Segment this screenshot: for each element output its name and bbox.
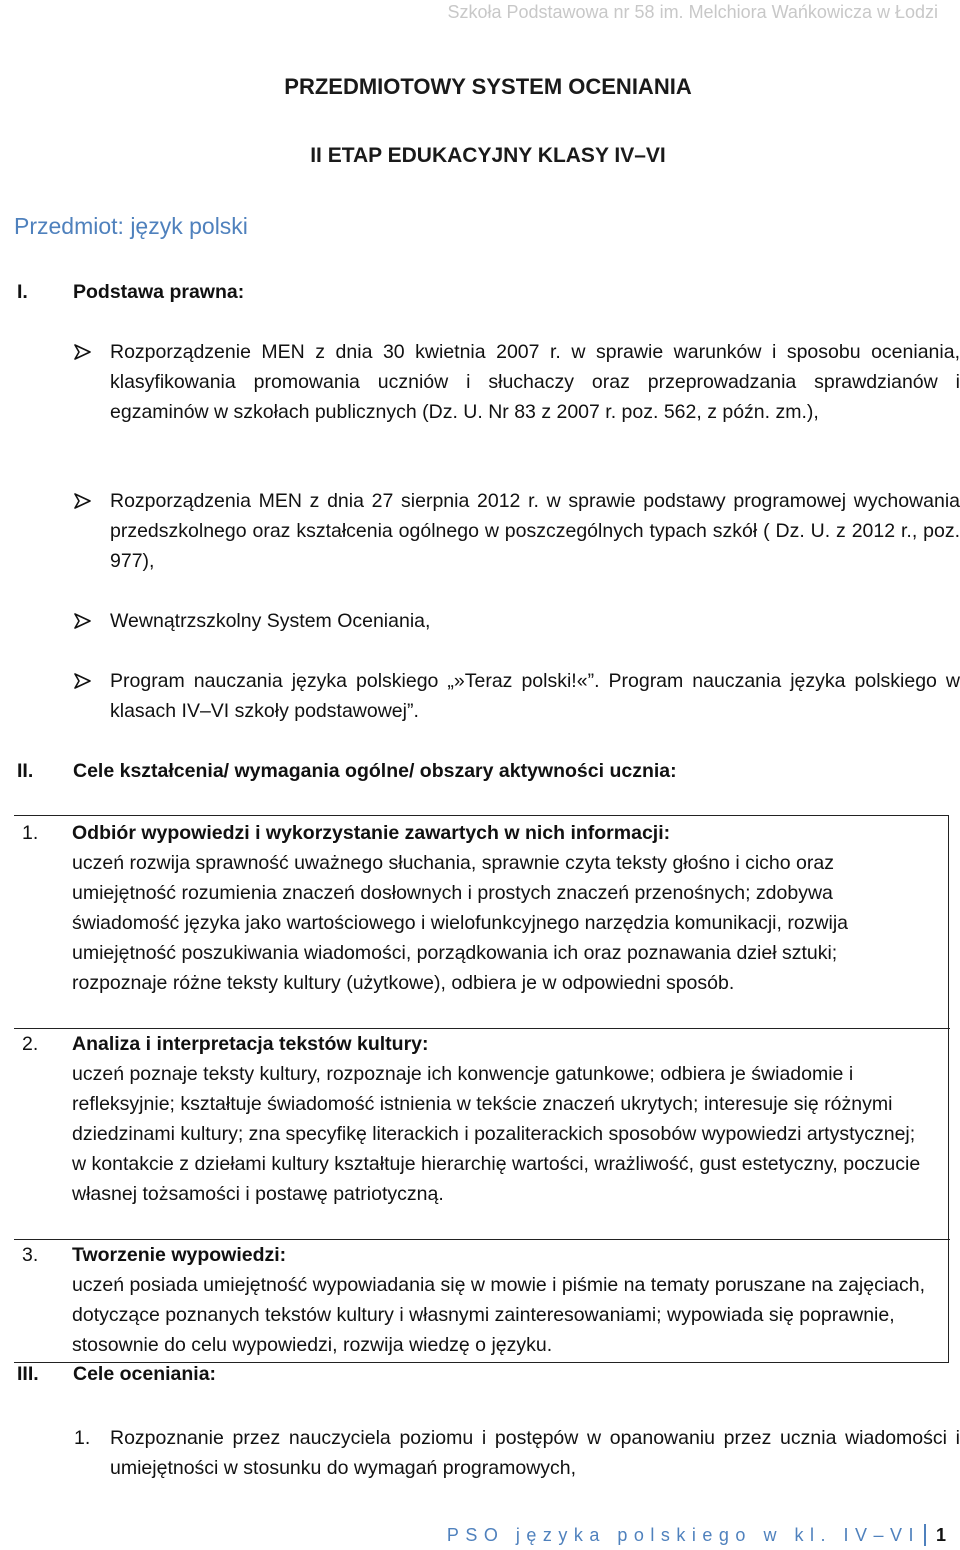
aim-heading: Odbiór wypowiedzi i wykorzystanie zawartych w nich informacji: xyxy=(72,822,671,844)
arrow-bullet-icon xyxy=(74,337,100,360)
section-3-heading xyxy=(17,1363,216,1386)
section-1-label: Podstawa prawna: xyxy=(73,281,245,303)
school-header: Szkoła Podstawowa nr 58 im. Melchiora Wańkowicza w Łodzi xyxy=(447,2,938,22)
aim-heading: Analiza i interpretacja tekstów kultury: xyxy=(72,1033,429,1055)
aim-number: 2. xyxy=(22,1033,39,1055)
subject-line: Przedmiot: język polski xyxy=(14,213,248,239)
aim-item xyxy=(22,1029,932,1209)
page-footer xyxy=(447,1524,946,1546)
legal-basis-item xyxy=(74,666,960,726)
section-2-label: Cele kształcenia/ wymagania ogólne/ obszary aktywności ucznia: xyxy=(73,760,677,782)
legal-basis-item xyxy=(74,337,960,427)
aim-body: uczeń posiada umiejętność wypowiadania się w mowie i piśmie na tematy poruszane na zajęciach, dotyczące poznanych tekstów kultury i własnymi zainteresowaniami; wypowiada się poprawnie, stosownie do celu wypowiedzi, rozwija wiedzę o języku. xyxy=(72,1274,926,1356)
arrow-bullet-icon xyxy=(74,606,100,629)
aim-heading: Tworzenie wypowiedzi: xyxy=(72,1244,287,1266)
goal-item xyxy=(74,1423,960,1483)
aim-item xyxy=(22,1240,932,1360)
legal-basis-text: Rozporządzenie MEN z dnia 30 kwietnia 2007 r. w sprawie warunków i sposobu oceniania, klasyfikowania promowania uczniów i słuchaczy oraz przeprowadzania sprawdzianów i egzaminów w szkołach publicznych (Dz. U. Nr 83 z 2007 r. poz. 562, z późn. zm.), xyxy=(110,341,960,423)
footer-divider xyxy=(924,1524,926,1546)
legal-basis-item xyxy=(74,486,960,576)
legal-basis-text: Wewnątrzszkolny System Oceniania, xyxy=(110,610,431,632)
footer-text: PSO języka polskiego w kl. IV–VI xyxy=(446,1524,920,1545)
arrow-bullet-icon xyxy=(74,486,100,509)
document-title: PRZEDMIOTOWY SYSTEM OCENIANIA xyxy=(284,74,692,99)
aim-body: uczeń rozwija sprawność uważnego słuchania, sprawnie czyta teksty głośno i cicho oraz umiejętność rozumienia znaczeń dosłownych i prostych znaczeń przenośnych; zdobywa świadomość języka jako wartościowego i wielofunkcyjnego narzędzia komunikacji, rozwija umiejętność poszukiwania wiadomości, porządkowania ich oraz poznawania dzieł sztuki; rozpoznaje różne teksty kultury (użytkowe), odbiera je w odpowiedni sposób. xyxy=(72,852,849,994)
legal-basis-text: Program nauczania języka polskiego „»Teraz polski!«”. Program nauczania języka polskiego w klasach IV–VI szkoły podstawowej”. xyxy=(110,670,960,722)
section-2-heading xyxy=(17,760,677,783)
aim-number: 3. xyxy=(22,1244,39,1266)
section-3-number: III. xyxy=(17,1363,39,1385)
legal-basis-text: Rozporządzenia MEN z dnia 27 sierpnia 2012 r. w sprawie podstawy programowej wychowania przedszkolnego oraz kształcenia ogólnego w poszczególnych typach szkół ( Dz. U. z 2012 r., poz. 977), xyxy=(110,490,960,572)
document-subtitle: II ETAP EDUKACYJNY KLASY IV–VI xyxy=(310,144,666,167)
page-number: 1 xyxy=(935,1524,946,1545)
aim-body: uczeń poznaje teksty kultury, rozpoznaje ich konwencje gatunkowe; odbiera je świadomie i refleksyjnie; kształtuje świadomość istnienia w tekście znaczeń ukrytych; interesuje się różnymi dziedzinami kultury; zna specyfikę literackich i pozaliterackich sposobów wypowiedzi artystycznej; w kontakcie z dziełami kultury kształtuje hierarchię wartości, wrażliwość, gust estetyczny, poczucie własnej tożsamości i postawę patriotyczną. xyxy=(72,1063,921,1205)
section-1-heading xyxy=(17,281,244,304)
arrow-bullet-icon xyxy=(74,666,100,689)
section-2-number: II. xyxy=(17,760,34,782)
section-1-number: I. xyxy=(17,281,28,303)
aim-item xyxy=(22,818,932,998)
goal-number: 1. xyxy=(74,1427,91,1449)
aim-number: 1. xyxy=(22,822,39,844)
goal-text: Rozpoznanie przez nauczyciela poziomu i postępów w opanowaniu przez ucznia wiadomości i umiejętności w stosunku do wymagań programowych, xyxy=(110,1427,960,1479)
legal-basis-item xyxy=(74,606,960,636)
section-3-label: Cele oceniania: xyxy=(73,1363,217,1385)
